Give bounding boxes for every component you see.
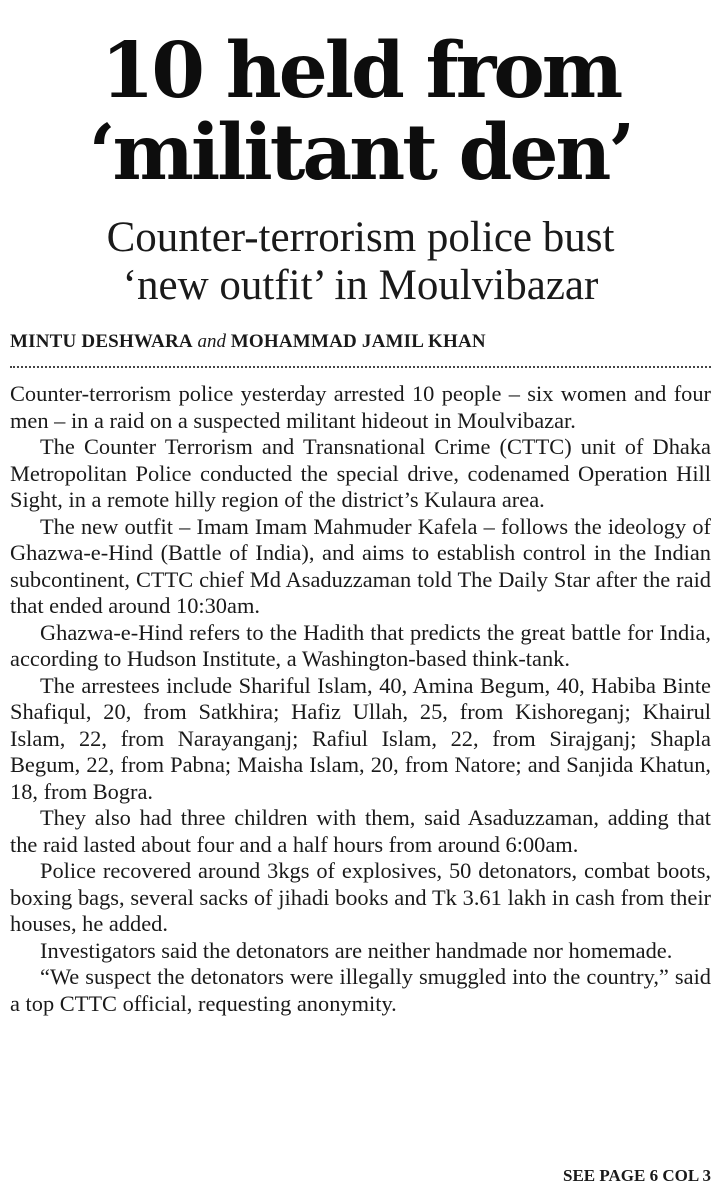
paragraph: The arrestees include Shariful Islam, 40, Amina Begum, 40, Habiba Binte Shafiqul, 20, from Satkhira; Hafiz Ullah, 25, from Kishoreganj; Khairul Islam, 22, from Narayanganj; Rafiul Islam, 22, from Sirajganj; Shapla Begum, 22, from Pabna; Maisha Islam, 20, from Natore; and Sanjida Khatun, 18, from Bogra. bbox=[10, 672, 711, 804]
subheadline bbox=[10, 214, 711, 310]
paragraph: “We suspect the detonators were illegally smuggled into the country,” said a top CTTC official, requesting anonymity. bbox=[10, 964, 711, 1016]
dotted-divider bbox=[10, 366, 711, 368]
subheadline-line-2: ‘new outfit’ in Moulvibazar bbox=[122, 262, 599, 309]
paragraph: Investigators said the detonators are neither handmade nor homemade. bbox=[40, 937, 673, 963]
continued-on-link[interactable]: SEE PAGE 6 COL 3 bbox=[563, 1166, 711, 1185]
headline bbox=[10, 26, 711, 198]
paragraph: They also had three children with them, said Asaduzzaman, adding that the raid lasted about four and a half hours from around 6:00am. bbox=[10, 805, 711, 857]
article-body bbox=[10, 381, 711, 1017]
byline bbox=[10, 331, 711, 353]
byline-author-1: MINTU DESHWARA bbox=[10, 331, 193, 352]
headline-line-1: 10 held from bbox=[100, 26, 621, 116]
paragraph: The new outfit – Imam Imam Mahmuder Kafela – follows the ideology of Ghazwa-e-Hind (Battle of India), and aims to establish control in the Indian subcontinent, CTTC chief Md Asaduzzaman told The Daily Star after the raid that ended around 10:30am. bbox=[10, 513, 711, 618]
byline-conjunction: and bbox=[197, 331, 227, 352]
paragraph: Police recovered around 3kgs of explosives, 50 detonators, combat boots, boxing bags, several sacks of jihadi books and Tk 3.61 lakh in cash from their houses, he added. bbox=[10, 858, 711, 936]
paragraph: Ghazwa-e-Hind refers to the Hadith that predicts the great battle for India, according to Hudson Institute, a Washington-based think-tank. bbox=[10, 619, 711, 671]
paragraph: Counter-terrorism police yesterday arrested 10 people – six women and four men – in a raid on a suspected militant hideout in Moulvibazar. bbox=[10, 381, 711, 433]
subheadline-line-1: Counter-terrorism police bust bbox=[106, 214, 615, 261]
byline-author-2: MOHAMMAD JAMIL KHAN bbox=[230, 331, 486, 352]
headline-line-2: ‘militant den’ bbox=[88, 108, 633, 198]
paragraph: The Counter Terrorism and Transnational Crime (CTTC) unit of Dhaka Metropolitan Police conducted the special drive, codenamed Operation Hill Sight, in a remote hilly region of the district’s Kulaura area. bbox=[10, 434, 711, 512]
